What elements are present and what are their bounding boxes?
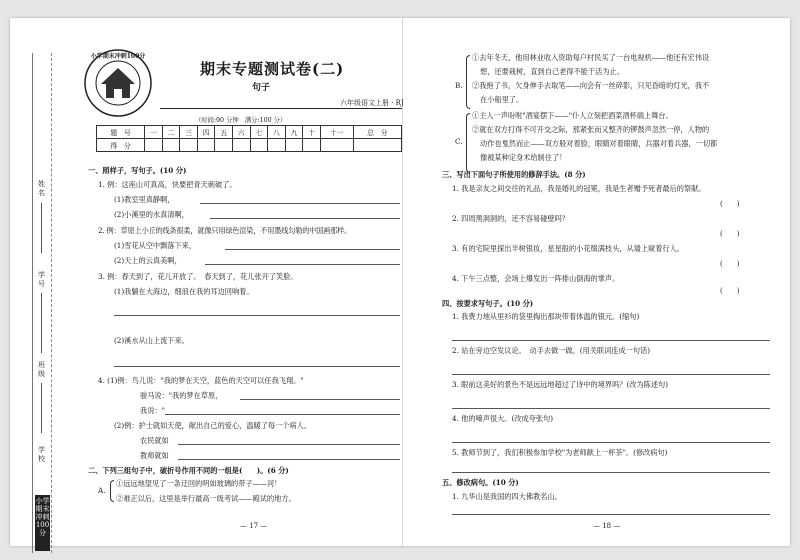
time-info: （时间:90 分钟 满分:100 分） bbox=[195, 117, 287, 124]
b2: ②我抱了书，欠身伸手去取笔——向会有一丝碎影，只见昏暗的灯光，我不 bbox=[472, 81, 710, 90]
answer-line[interactable] bbox=[205, 264, 400, 265]
s1-q4a-me: 我说：" bbox=[140, 406, 165, 415]
score-input-cell[interactable] bbox=[285, 139, 303, 152]
b1-cont: 想，还要栽树，直到自己老得不能干活为止。 bbox=[480, 67, 624, 76]
s4-q1: 1. 我费力地从里衫的袋里掏出那块带着体温的银元。(缩句) bbox=[452, 312, 640, 321]
score-cell: 五 bbox=[215, 126, 233, 139]
score-row-label: 得 分 bbox=[97, 139, 145, 152]
score-cell: 三 bbox=[180, 126, 198, 139]
school-label: 学校 bbox=[38, 446, 45, 463]
s1-q3a: (1)我躺在大海边，细浪在我的耳边回响着。 bbox=[114, 287, 254, 296]
score-cell: 十一 bbox=[320, 126, 353, 139]
section-2-title: 二、下列三组句子中，破折号作用不同的一组是( )。(6 分) bbox=[88, 466, 289, 475]
score-input-cell[interactable] bbox=[145, 139, 163, 152]
section-5-title: 五、修改病句。(10 分) bbox=[442, 478, 519, 487]
exam-title: 期末专题测试卷(二) bbox=[200, 60, 345, 78]
score-input-cell[interactable] bbox=[303, 139, 321, 152]
exam-sheet bbox=[10, 18, 790, 546]
score-cell: 十 bbox=[303, 126, 321, 139]
score-input-cell[interactable] bbox=[268, 139, 286, 152]
id-line bbox=[41, 293, 42, 353]
score-input-cell[interactable] bbox=[353, 139, 401, 152]
answer-line[interactable] bbox=[452, 340, 770, 341]
answer-line[interactable] bbox=[165, 414, 400, 415]
student-id-label: 学号 bbox=[38, 271, 45, 288]
s1-q3b: (2)溪水从山上流下来。 bbox=[114, 336, 189, 345]
s4-q5: 5. 教师节到了，我们积极参加学校"为老师献上一杯茶"。(修改病句) bbox=[452, 448, 668, 457]
s1-q2b: (2)天上的云真美啊， bbox=[114, 256, 182, 265]
section-4-title: 四、按要求写句子。(10 分) bbox=[442, 299, 534, 308]
answer-line[interactable] bbox=[178, 459, 400, 460]
score-input-cell[interactable] bbox=[180, 139, 198, 152]
s1-q1a: (1)教室里真静啊， bbox=[114, 195, 175, 204]
answer-line[interactable] bbox=[114, 366, 400, 367]
s1-q4a-example: 4. (1)例：鸟儿说："我的梦在天空，蓝色的天空可以任我飞翔。" bbox=[98, 376, 304, 385]
answer-line[interactable] bbox=[452, 374, 770, 375]
section-1-title: 一、照样子，写句子。(10 分) bbox=[88, 166, 187, 175]
s5-q1: 1. 九华山是我国的四大佛教名山。 bbox=[452, 492, 562, 501]
c2: ②就在双方打得不可开交之际，那紧张而又整齐的锣鼓声忽然一停，人物的 bbox=[472, 125, 710, 134]
answer-line[interactable] bbox=[452, 442, 770, 443]
c2-cont: 动作也戛然而止——双方般对着脸，眼睛对着眼睛，兵器对着兵器，一切都 bbox=[480, 139, 718, 148]
b1: ①去年冬天，他用林业收入资助每户村民买了一台电视机——他还有宏伟设 bbox=[472, 53, 710, 62]
s1-q2-example: 2. 例：草原上小丘的线条很柔，就像只用绿色渲染，不用墨线勾勒的中国画那样。 bbox=[98, 226, 352, 235]
answer-paren[interactable]: ( ) bbox=[720, 200, 740, 208]
c2-cont2: 像被某种定身术给制住了！ bbox=[480, 153, 567, 162]
s1-q4b-example: (2)例：护士就如天使，献出自己的爱心，温暖了每一个病人。 bbox=[114, 421, 312, 430]
s2-a1: ①远远地望见了一条迂回的明如玻璃的带子——河！ bbox=[116, 479, 282, 488]
exam-subtitle: 句子 bbox=[252, 83, 271, 93]
s4-q4: 4. 他的嗓声很大。(改成夸张句) bbox=[452, 414, 554, 423]
s1-q4a-horse: 骏马说："我的梦在草原， bbox=[140, 391, 223, 400]
s4-q3: 3. 眼前这美好的景色不是远远地超过了诗中的境界吗？(改为陈述句) bbox=[452, 380, 669, 389]
option-brace bbox=[110, 480, 114, 502]
s1-q2a: (1)雪花从空中飘落下来， bbox=[114, 241, 197, 250]
score-cell: 总 分 bbox=[353, 126, 401, 139]
score-table bbox=[96, 125, 402, 152]
score-cell: 九 bbox=[285, 126, 303, 139]
page-number-right: — 18 — bbox=[593, 522, 621, 530]
s1-q4b-farmer: 农民就如 bbox=[140, 436, 169, 445]
b2-cont: 在小船里了。 bbox=[480, 95, 524, 104]
score-input-cell[interactable] bbox=[320, 139, 353, 152]
s1-q4b-teacher: 教师就如 bbox=[140, 451, 169, 460]
class-label: 班级 bbox=[38, 361, 45, 378]
score-input-cell[interactable] bbox=[162, 139, 180, 152]
name-line bbox=[41, 203, 42, 253]
score-cell: 八 bbox=[268, 126, 286, 139]
score-cell: 二 bbox=[162, 126, 180, 139]
title-rule bbox=[160, 108, 402, 109]
s3-q3: 3. 有的宅院里探出半树银妆，星星般的小花缀满枝头，从墙上窥着行人。 bbox=[452, 244, 684, 253]
answer-line[interactable] bbox=[452, 472, 770, 473]
s1-q1b: (2)小溪里的水真清啊， bbox=[114, 210, 189, 219]
name-label: 姓名 bbox=[38, 180, 45, 197]
s1-q3-example: 3. 例：春天到了，花儿开放了。 春天到了，花儿张开了笑脸。 bbox=[98, 272, 298, 281]
option-brace bbox=[466, 55, 470, 109]
s2-a2: ②难正以后，这里是举行最高一级考试——殿试的地方。 bbox=[116, 494, 296, 503]
score-header-row bbox=[97, 126, 402, 139]
score-cell: 六 bbox=[233, 126, 251, 139]
brand-badge: 小学期末冲刺100分 bbox=[35, 495, 50, 551]
score-input-cell[interactable] bbox=[250, 139, 268, 152]
binding-strip bbox=[32, 53, 52, 553]
s3-q2: 2. 四周黑洞洞的，还不容易碰壁吗？ bbox=[452, 214, 569, 223]
answer-line[interactable] bbox=[114, 315, 400, 316]
answer-paren[interactable]: ( ) bbox=[720, 287, 740, 295]
series-logo bbox=[83, 48, 153, 118]
score-input-cell[interactable] bbox=[215, 139, 233, 152]
answer-paren[interactable]: ( ) bbox=[720, 230, 740, 238]
logo-text: 小学期末冲刺100分 bbox=[90, 53, 146, 60]
score-input-cell[interactable] bbox=[233, 139, 251, 152]
s1-q1-example: 1. 例：这座山可真高，快要把青天刺破了。 bbox=[98, 180, 237, 189]
score-cell: 一 bbox=[145, 126, 163, 139]
answer-line[interactable] bbox=[452, 514, 770, 515]
score-value-row bbox=[97, 139, 402, 152]
score-cell: 题 号 bbox=[97, 126, 145, 139]
option-b[interactable]: B. bbox=[455, 81, 463, 90]
class-line bbox=[41, 383, 42, 433]
c1: ①主人一声吩咐"酒宴摆下——"仆人立刻把酒菜酒杯端上舞台。 bbox=[472, 111, 673, 120]
answer-line[interactable] bbox=[178, 444, 400, 445]
s4-q2: 2. 站在旁边空发议论。 动手去做一做。(用关联词连成一句话) bbox=[452, 346, 651, 355]
page-number-left: — 17 — bbox=[240, 522, 268, 530]
score-input-cell[interactable] bbox=[197, 139, 215, 152]
score-cell: 七 bbox=[250, 126, 268, 139]
grade-label: 六年级语文上册 · RJ bbox=[340, 99, 404, 107]
section-3-title: 三、写出下面句子所使用的修辞手法。(8 分) bbox=[442, 170, 586, 179]
answer-line[interactable] bbox=[225, 249, 400, 250]
score-cell: 四 bbox=[197, 126, 215, 139]
answer-paren[interactable]: ( ) bbox=[720, 260, 740, 268]
s3-q4: 4. 下午三点整，会场上爆发出一阵排山倒海的掌声。 bbox=[452, 274, 620, 283]
answer-line[interactable] bbox=[200, 203, 400, 204]
s2-option-a[interactable]: A. bbox=[98, 486, 106, 495]
answer-line[interactable] bbox=[240, 399, 400, 400]
answer-line[interactable] bbox=[210, 218, 400, 219]
option-brace bbox=[466, 113, 470, 173]
s3-q1: 1. 我是亲友之间交往的礼品，我是婚礼的冠冕，我是生者赠予死者最后的祭献。 bbox=[452, 184, 706, 193]
answer-line[interactable] bbox=[452, 408, 770, 409]
option-c[interactable]: C. bbox=[455, 137, 463, 146]
